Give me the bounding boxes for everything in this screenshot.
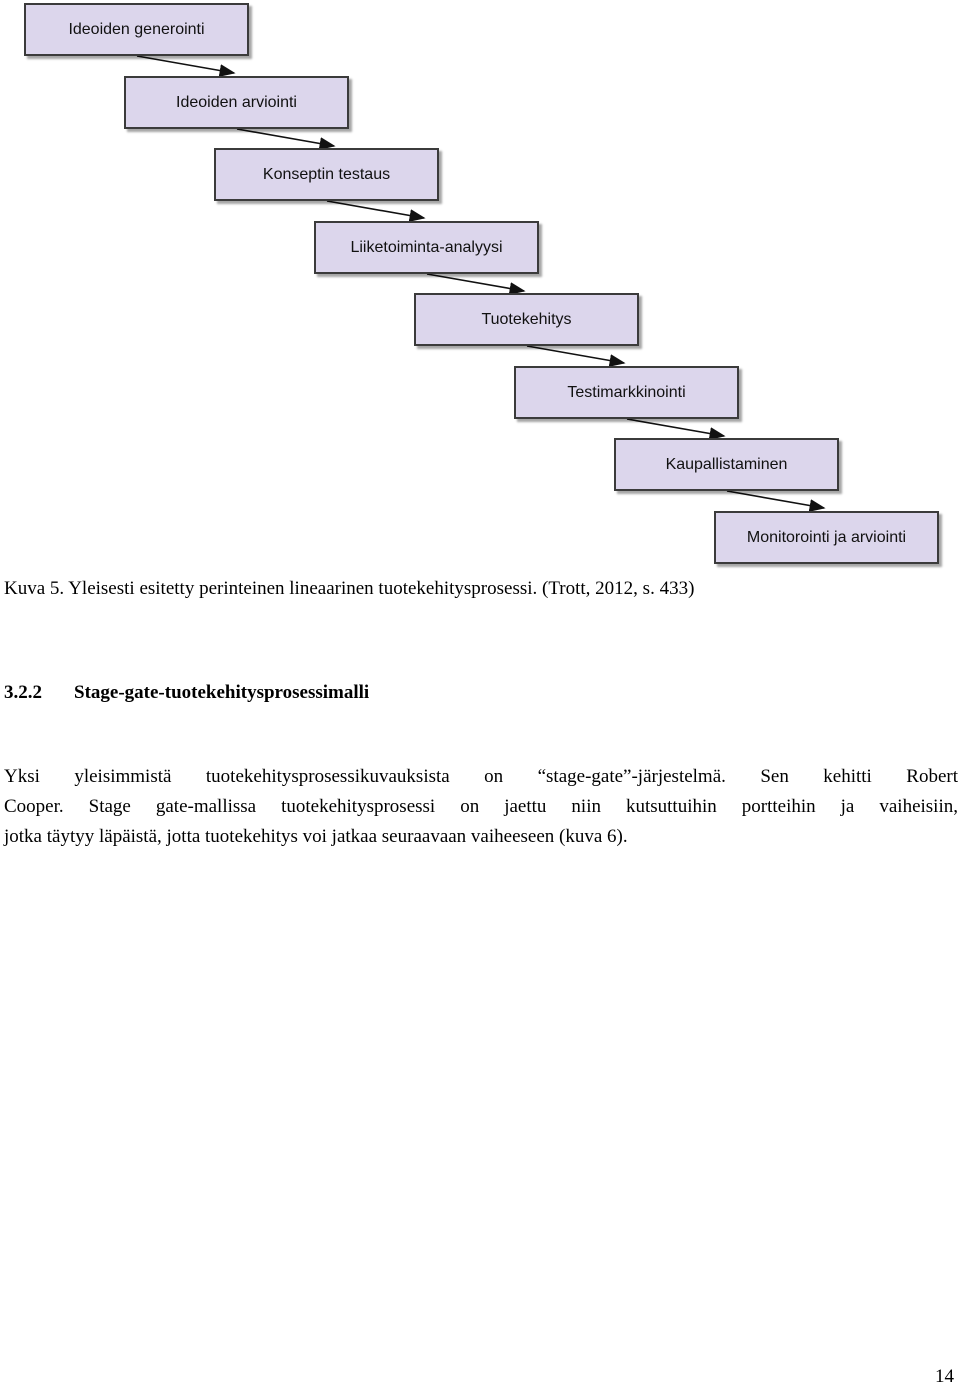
paragraph-line: jotka täytyy läpäistä, jotta tuotekehitys voi jatkaa seuraavaan vaiheeseen (kuva 6). [4,826,628,847]
step-box-1 [24,3,249,56]
arrow-5 [527,346,624,363]
step-label: Testimarkkinointi [567,383,686,401]
step-box-2 [124,76,349,129]
paragraph-line: Yksi yleisimmistä tuotekehitysprosessikuvauksista on “stage-gate”-järjestelmä. Sen kehitti Robert [4,766,958,787]
arrow-1 [137,56,234,73]
step-label: Ideoiden arviointi [176,93,297,111]
arrow-7 [727,491,824,508]
step-box-5 [414,293,639,346]
step-label: Tuotekehitys [481,310,572,328]
arrow-4 [427,274,524,291]
step-label: Monitorointi ja arviointi [746,528,907,546]
step-label: Konseptin testaus [262,165,391,183]
process-diagram [0,0,960,575]
figure-caption: Kuva 5. Yleisesti esitetty perinteinen lineaarinen tuotekehitysprosessi. (Trott, 2012, s. 433) [4,578,695,599]
arrow-2 [237,129,334,146]
section-heading [4,682,369,704]
section-title: Stage-gate-tuotekehitysprosessimalli [74,682,370,703]
arrow-6 [627,419,724,436]
step-box-4 [314,221,539,274]
step-label: Ideoiden generointi [68,20,205,38]
page-number: 14 [935,1366,954,1387]
step-box-8 [714,511,939,564]
body-paragraph [4,762,958,852]
arrow-3 [327,201,424,218]
section-number: 3.2.2 [4,682,42,703]
step-box-7 [614,438,839,491]
paragraph-line: Cooper. Stage gate-mallissa tuotekehitysprosessi on jaettu niin kutsuttuihin portteihin ja vaiheisiin, [4,796,958,817]
step-label: Kaupallistaminen [665,455,788,473]
step-box-6 [514,366,739,419]
step-label: Liiketoiminta-analyysi [350,238,503,256]
step-box-3 [214,148,439,201]
